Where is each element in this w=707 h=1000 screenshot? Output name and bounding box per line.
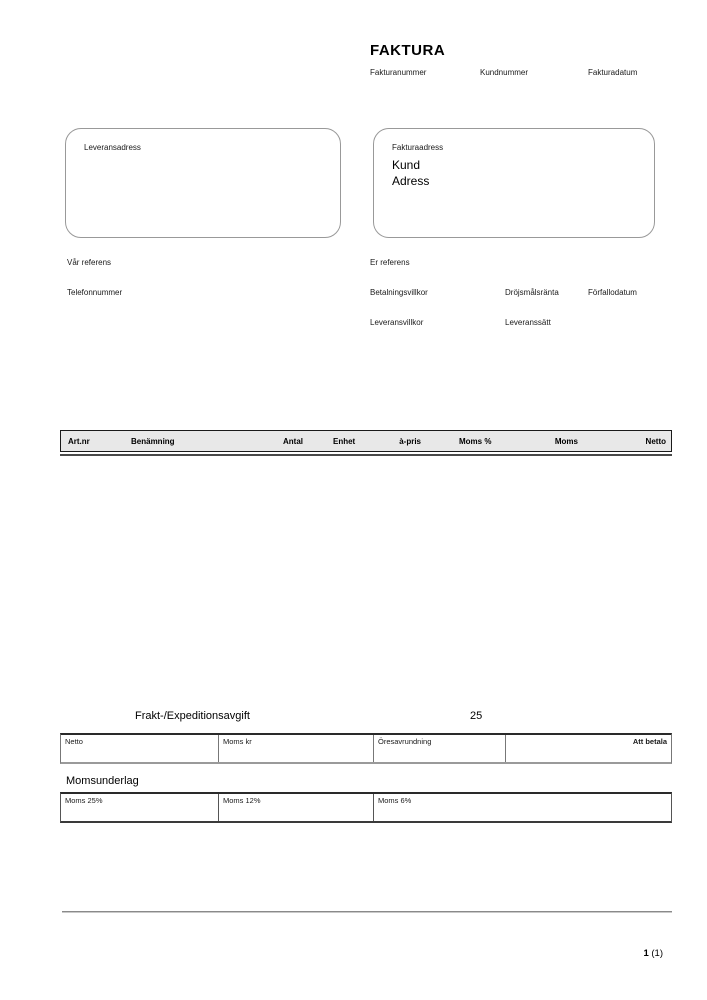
billing-address-content: [392, 157, 429, 189]
our-reference-label: Vår referens: [67, 258, 112, 267]
customer-number-label: Kundnummer: [480, 68, 529, 77]
freight-fee-label: Frakt-/Expeditionsavgift: [135, 710, 250, 722]
totals-table: [60, 733, 672, 764]
billing-address-line1: Kund: [392, 158, 421, 172]
column-moms: Moms: [554, 437, 578, 446]
totals-rounding-cell: Öresavrundning: [374, 735, 506, 762]
page-number: [643, 948, 663, 959]
totals-amount-due-cell: Att betala: [632, 737, 667, 746]
invoice-number-label: Fakturanummer: [370, 68, 427, 77]
delivery-address-box: [65, 128, 341, 238]
column-enhet: Enhet: [333, 437, 356, 446]
totals-net-cell: Netto: [61, 735, 219, 762]
document-title: FAKTURA: [370, 42, 446, 59]
late-interest-label: Dröjsmålsränta: [505, 288, 559, 297]
page-number-total: (1): [651, 948, 663, 959]
billing-address-box: [373, 128, 655, 238]
items-header-underline: [60, 454, 672, 456]
delivery-address-label: Leveransadress: [84, 143, 141, 152]
delivery-terms-label: Leveransvillkor: [370, 318, 424, 327]
phone-label: Telefonnummer: [67, 288, 123, 297]
page-number-current: 1: [643, 948, 649, 959]
payment-terms-label: Betalningsvillkor: [370, 288, 428, 297]
column-netto: Netto: [645, 437, 666, 446]
vat-12-cell: Moms 12%: [219, 794, 374, 821]
delivery-method-label: Leveranssätt: [505, 318, 551, 327]
vat-summary-heading: Momsunderlag: [66, 775, 139, 787]
totals-vat-amount-cell: Moms kr: [219, 735, 374, 762]
footer-divider: [62, 911, 672, 913]
vat-25-cell: Moms 25%: [61, 794, 219, 821]
column-apris: à-pris: [399, 437, 421, 446]
column-moms-percent: Moms %: [459, 437, 492, 446]
items-table-header: [60, 430, 672, 452]
your-reference-label: Er referens: [370, 258, 410, 267]
column-antal: Antal: [283, 437, 303, 446]
vat-summary-table: [60, 792, 672, 823]
column-artnr: Art.nr: [68, 437, 90, 446]
freight-fee-value: 25: [470, 710, 483, 722]
invoice-date-label: Fakturadatum: [588, 68, 638, 77]
billing-address-label: Fakturaadress: [392, 143, 444, 152]
column-benamning: Benämning: [131, 437, 175, 446]
vat-6-cell: Moms 6%: [378, 796, 412, 805]
due-date-label: Förfallodatum: [588, 288, 637, 297]
billing-address-line2: Adress: [392, 174, 430, 188]
